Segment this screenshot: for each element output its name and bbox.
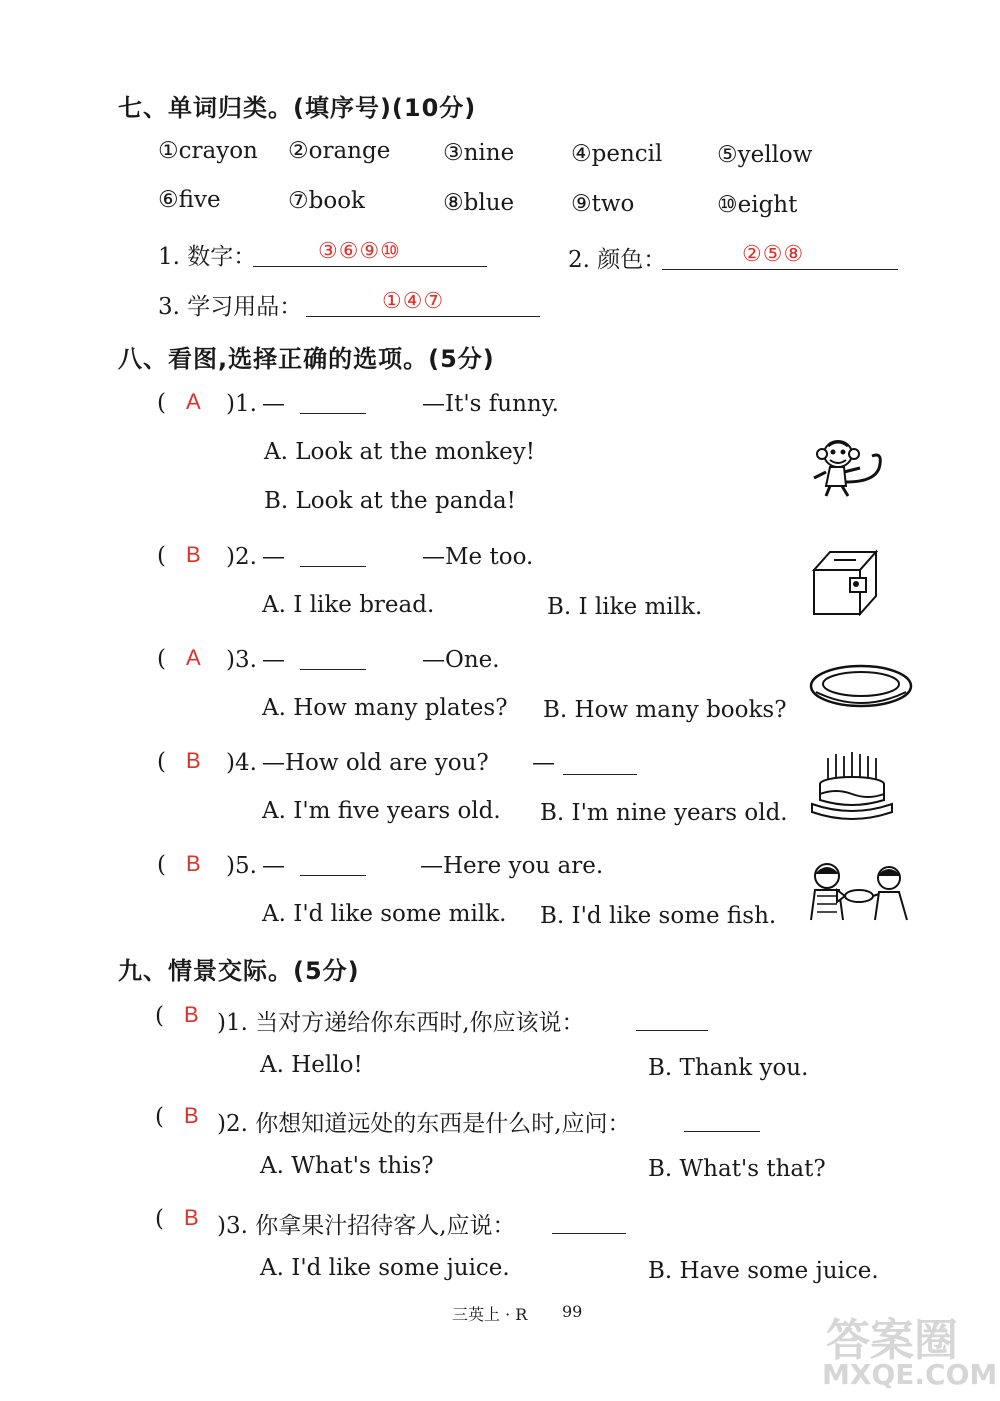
q1-answer: ③⑥⑨⑩ bbox=[318, 239, 401, 264]
answer-letter: B bbox=[184, 1205, 199, 1230]
item-number: )4. bbox=[226, 750, 257, 776]
word-option: ①crayon bbox=[158, 138, 258, 164]
question-right: —One. bbox=[422, 647, 500, 673]
option-b: B. I like milk. bbox=[547, 594, 703, 620]
children-fish-picture bbox=[805, 860, 915, 922]
blank-line bbox=[636, 1030, 708, 1031]
answer-paren-open: ( bbox=[155, 1104, 164, 1130]
option-a: A. I'm five years old. bbox=[262, 798, 501, 824]
option-a: A. Hello! bbox=[260, 1052, 363, 1078]
item-number: )3. bbox=[226, 647, 257, 673]
question-left: — bbox=[262, 391, 285, 417]
word-option: ④pencil bbox=[571, 141, 663, 167]
q2-answer-line bbox=[662, 269, 898, 270]
answer-paren-open: ( bbox=[157, 543, 166, 569]
answer-letter: B bbox=[186, 542, 201, 567]
word-option: ⑩eight bbox=[717, 192, 798, 218]
question-right: —Me too. bbox=[422, 544, 534, 570]
option-b: B. What's that? bbox=[648, 1156, 826, 1182]
question-left: — bbox=[262, 544, 285, 570]
answer-paren-open: ( bbox=[157, 646, 166, 672]
word-option: ②orange bbox=[288, 138, 391, 164]
answer-letter: B bbox=[186, 851, 201, 876]
watermark-logo: 答案圈 bbox=[826, 1315, 958, 1366]
word-option: ⑤yellow bbox=[717, 142, 813, 168]
option-b: B. Thank you. bbox=[648, 1055, 809, 1081]
section7-title: 七、单词归类。(填序号)(10分) bbox=[118, 94, 477, 122]
option-b: B. Look at the panda! bbox=[264, 488, 516, 514]
q1-answer-line bbox=[253, 266, 487, 267]
question-right: — bbox=[532, 750, 555, 776]
option-b: B. Have some juice. bbox=[648, 1258, 879, 1284]
answer-letter: B bbox=[184, 1103, 199, 1128]
answer-paren-open: ( bbox=[157, 852, 166, 878]
watermark-url: MXQE.COM bbox=[822, 1358, 998, 1391]
blank-line bbox=[684, 1131, 760, 1132]
answer-paren-open: ( bbox=[155, 1003, 164, 1029]
answer-letter: B bbox=[186, 748, 201, 773]
word-option: ⑨two bbox=[571, 191, 635, 217]
answer-paren-open: ( bbox=[157, 749, 166, 775]
blank-line bbox=[300, 669, 366, 670]
option-a: A. I like bread. bbox=[262, 592, 435, 618]
option-a: A. How many plates? bbox=[262, 695, 508, 721]
situation-question: )1. 当对方递给你东西时,你应该说： bbox=[217, 1010, 585, 1036]
item-number: )1. bbox=[226, 391, 257, 417]
blank-line bbox=[552, 1233, 626, 1234]
answer-paren-open: ( bbox=[155, 1206, 164, 1232]
page-number: 99 bbox=[562, 1302, 583, 1321]
word-option: ③nine bbox=[443, 140, 515, 166]
milk-carton-picture bbox=[810, 548, 880, 616]
question-left: —How old are you? bbox=[262, 750, 489, 776]
situation-question: )3. 你拿果汁招待客人,应说： bbox=[217, 1213, 516, 1239]
q2-answer: ②⑤⑧ bbox=[742, 242, 805, 267]
birthday-cake-picture bbox=[806, 748, 894, 828]
section9-title: 九、情景交际。(5分) bbox=[118, 957, 360, 985]
situation-question: )2. 你想知道远处的东西是什么时,应问： bbox=[217, 1111, 631, 1137]
q3-answer-line bbox=[306, 316, 540, 317]
q3-label: 3. 学习用品： bbox=[158, 294, 303, 320]
option-b: B. How many books? bbox=[543, 697, 787, 723]
option-b: B. I'm nine years old. bbox=[540, 800, 788, 826]
section8-title: 八、看图,选择正确的选项。(5分) bbox=[118, 345, 495, 373]
blank-line bbox=[300, 875, 366, 876]
q3-answer: ①④⑦ bbox=[382, 289, 445, 314]
answer-letter: A bbox=[186, 389, 201, 414]
option-a: A. What's this? bbox=[260, 1153, 434, 1179]
q1-label: 1. 数字： bbox=[158, 244, 257, 270]
option-a: A. Look at the monkey! bbox=[264, 439, 535, 465]
answer-paren-open: ( bbox=[157, 390, 166, 416]
question-left: — bbox=[262, 647, 285, 673]
item-number: )2. bbox=[226, 544, 257, 570]
word-option: ⑥five bbox=[158, 187, 221, 213]
blank-line bbox=[300, 566, 366, 567]
q2-label: 2. 颜色： bbox=[568, 247, 667, 273]
option-a: A. I'd like some juice. bbox=[260, 1255, 510, 1281]
answer-letter: A bbox=[186, 645, 201, 670]
plate-picture bbox=[808, 662, 914, 712]
blank-line bbox=[300, 413, 366, 414]
blank-line bbox=[563, 774, 637, 775]
item-number: )5. bbox=[226, 853, 257, 879]
question-right: —Here you are. bbox=[420, 853, 604, 879]
option-a: A. I'd like some milk. bbox=[262, 901, 507, 927]
footer-label: 三英上 · R bbox=[452, 1305, 528, 1324]
question-left: — bbox=[262, 853, 285, 879]
option-b: B. I'd like some fish. bbox=[540, 903, 777, 929]
word-option: ⑧blue bbox=[443, 190, 515, 216]
monkey-picture bbox=[808, 438, 888, 500]
answer-letter: B bbox=[184, 1002, 199, 1027]
question-right: —It's funny. bbox=[422, 391, 559, 417]
word-option: ⑦book bbox=[288, 188, 365, 214]
